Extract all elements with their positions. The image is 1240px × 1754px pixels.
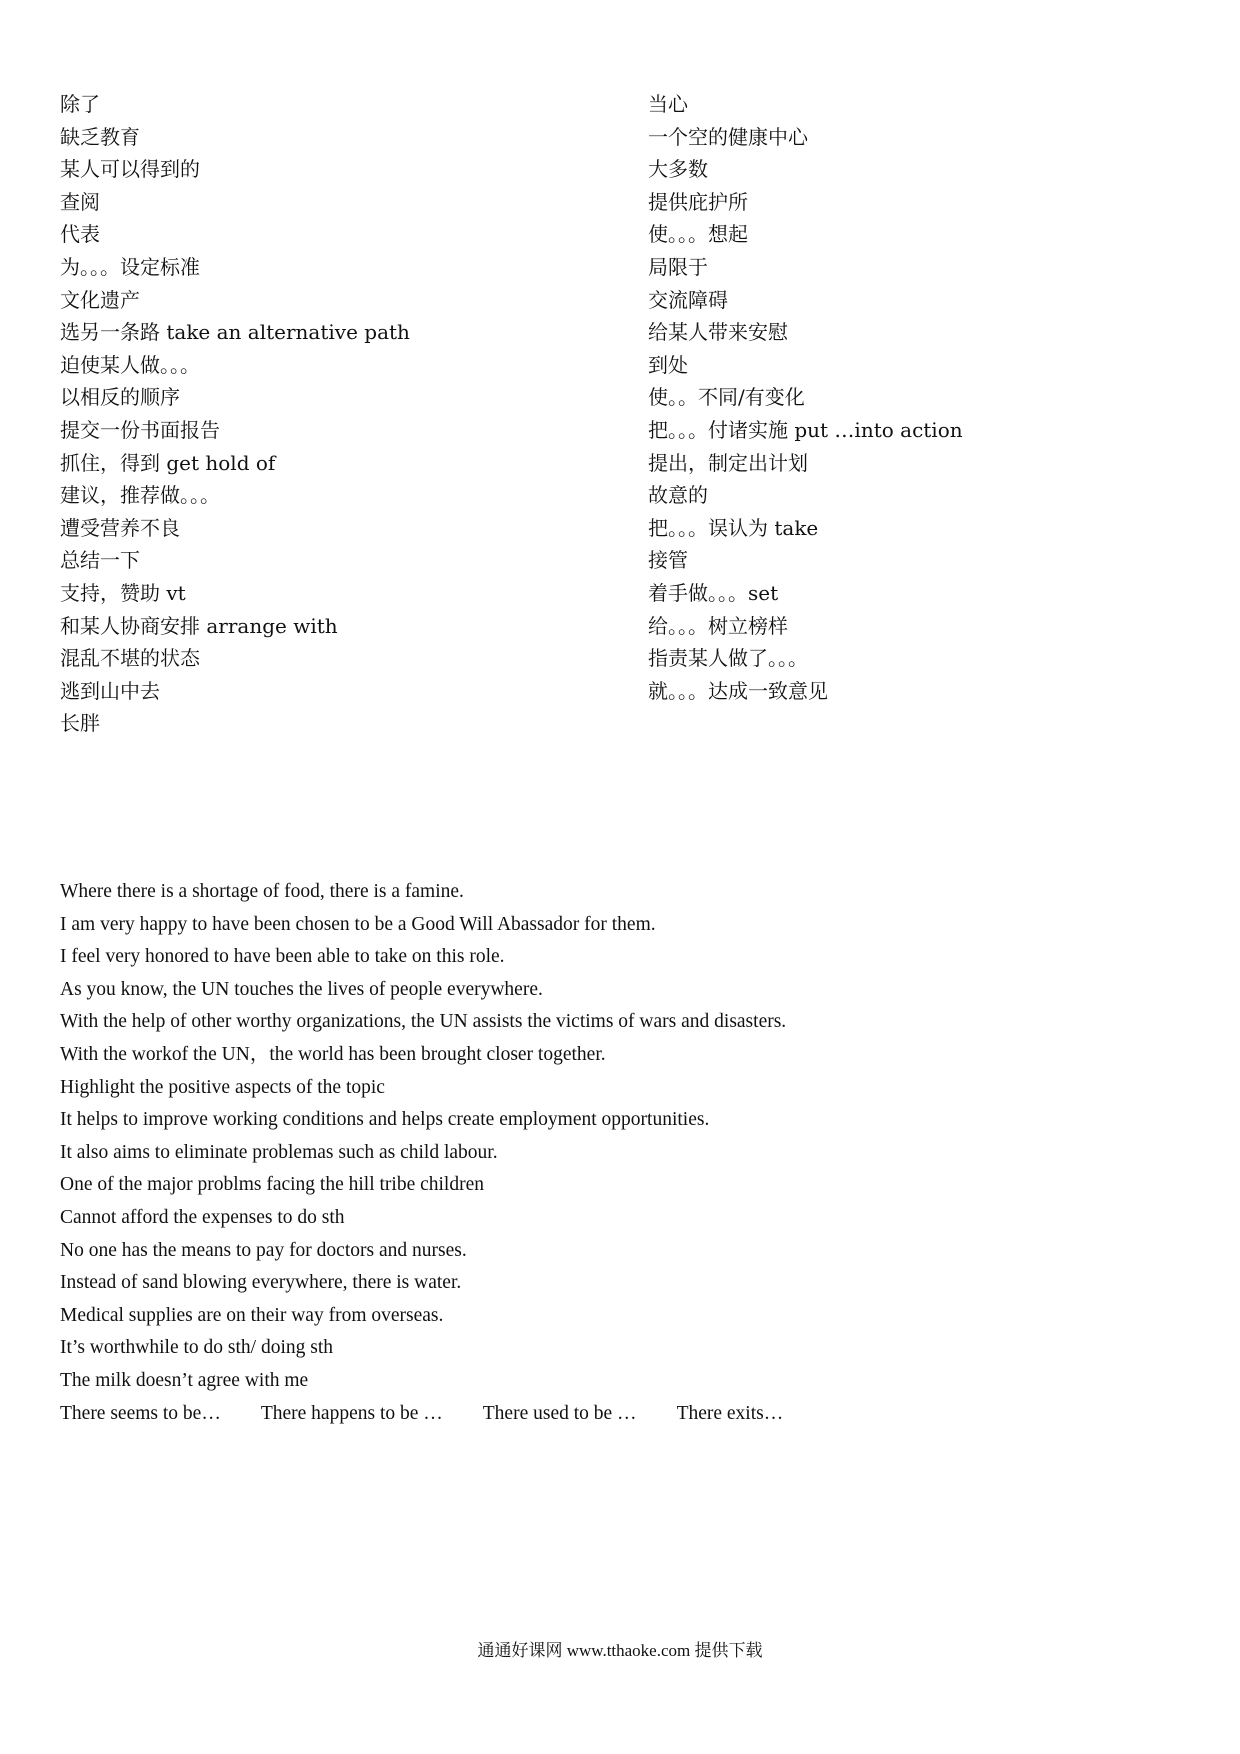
vocab-item: 故意的 [648,483,708,508]
vocab-item: 混乱不堪的状态 [60,646,200,671]
sentence-line: I feel very honored to have been able to take on this role. [60,946,505,968]
vocab-item: 以相反的顺序 [60,385,180,410]
sentence-line: It also aims to eliminate problemas such as child labour. [60,1141,498,1163]
phrase-item: There used to be … [482,1402,637,1424]
vocab-item: 迫使某人做。。。 [60,352,200,377]
vocab-item: 给某人带来安慰 [648,320,788,345]
vocab-item: 提供庇护所 [648,189,748,214]
sentence-line: The milk doesn’t agree with me [60,1369,309,1391]
phrase-item: There exits… [676,1402,784,1424]
vocab-item: 和某人协商安排 arrange with [60,613,338,638]
sentence-line: No one has the means to pay for doctors and nurses. [60,1239,467,1261]
vocab-list-left [60,88,580,740]
sentence-line: One of the major problms facing the hill tribe children [60,1174,485,1196]
vocab-item: 遭受营养不良 [60,515,180,540]
sentence-line: It helps to improve working conditions and helps create employment opportunities. [60,1109,710,1131]
phrase-row [60,1398,1180,1431]
vocab-item: 就。。。达成一致意见 [648,678,828,703]
vocab-item: 缺乏教育 [60,124,140,149]
vocab-item: 除了 [60,92,100,116]
vocab-item: 抓住，得到 get hold of [60,450,276,475]
vocab-item: 逃到山中去 [60,678,160,703]
vocab-item: 大多数 [648,157,708,182]
vocab-item: 提出，制定出计划 [648,450,808,475]
sentence-line: Instead of sand blowing everywhere, there is water. [60,1272,462,1294]
phrase-item: There seems to be… [60,1402,221,1424]
vocab-item: 选另一条路 take an alternative path [60,320,410,345]
vocab-item: 一个空的健康中心 [648,124,808,149]
vocab-item: 交流障碍 [648,287,728,312]
page-footer: 通通好课网 www.tthaoke.com 提供下载 [477,1641,763,1660]
sentence-line: With the help of other worthy organizations, the UN assists the victims of wars and disasters. [60,1011,787,1033]
sentence-line: Medical supplies are on their way from overseas. [60,1304,444,1326]
vocab-item: 文化遗产 [60,287,140,312]
vocab-item: 到处 [648,352,688,377]
vocab-item: 长胖 [60,711,100,736]
vocab-item: 代表 [60,222,100,247]
vocab-item: 指责某人做了。。。 [648,646,808,671]
vocab-item: 把。。。误认为 take [648,515,819,540]
vocab-item: 建议，推荐做。。。 [60,483,220,508]
sentence-line: Highlight the positive aspects of the topic [60,1076,385,1098]
sentence-line: With the workof the UN，the world has been brought closer together. [60,1043,606,1065]
sentence-list [60,876,1180,1430]
sentence-line: I am very happy to have been chosen to be a Good Will Abassador for them. [60,913,656,935]
vocab-item: 查阅 [60,189,100,214]
vocab-item: 支持，赞助 vt [60,580,186,605]
vocab-item: 接管 [648,548,688,573]
vocab-item: 某人可以得到的 [60,157,200,182]
vocab-item: 提交一份书面报告 [60,417,220,442]
sentence-line: Cannot afford the expenses to do sth [60,1206,345,1228]
sentence-line: As you know, the UN touches the lives of people everywhere. [60,978,543,1000]
sentence-line: Where there is a shortage of food, there is a famine. [60,881,464,902]
vocab-item: 给。。。树立榜样 [648,613,788,638]
vocab-list-right [648,88,1188,707]
vocab-item: 使。。不同/有变化 [648,385,805,410]
vocab-item: 使。。。想起 [648,222,748,247]
vocab-item: 着手做。。。set [648,580,779,605]
vocab-item: 总结一下 [60,548,140,573]
vocab-item: 把。。。付诸实施 put …into action [648,417,963,442]
phrase-item: There happens to be … [260,1402,443,1424]
vocab-item: 局限于 [648,254,708,279]
vocab-item: 为。。。设定标准 [60,254,200,279]
sentence-line: It’s worthwhile to do sth/ doing sth [60,1337,333,1359]
vocab-item: 当心 [648,92,688,116]
